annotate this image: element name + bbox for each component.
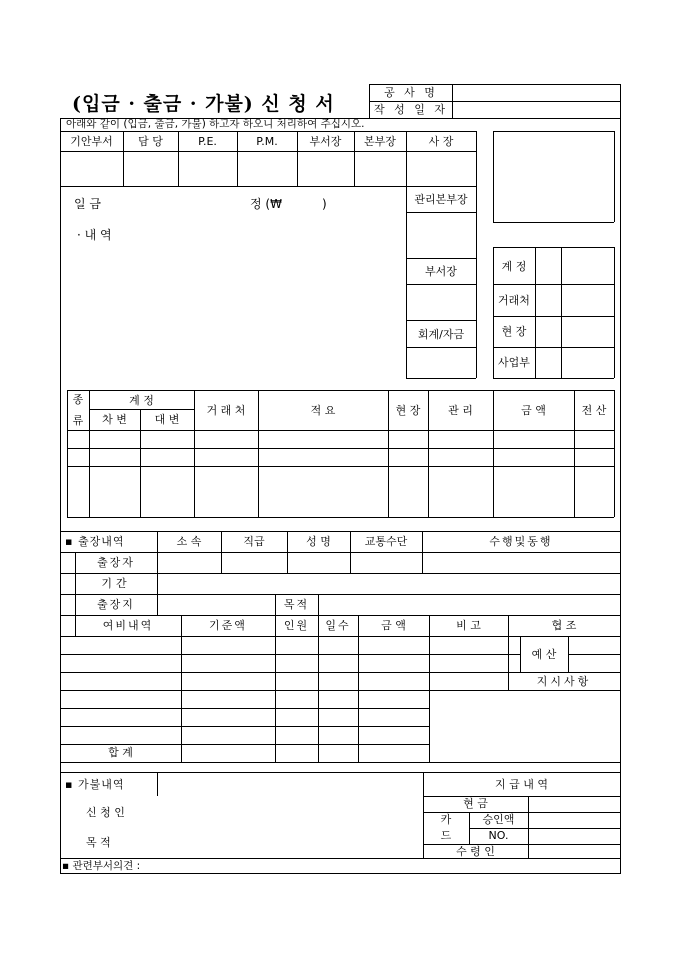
trip-position-header: 직급 bbox=[243, 535, 265, 548]
stamp-business: 사업부 bbox=[498, 356, 530, 369]
expense-header: 여비내역 bbox=[102, 619, 154, 632]
ledger-site-header: 현 장 bbox=[395, 404, 421, 417]
company-name-label: 공 사 명 bbox=[384, 86, 438, 99]
ledger-debit-header: 차 변 bbox=[102, 413, 127, 426]
base-amount-header: 기준액 bbox=[209, 619, 247, 632]
approval-signature-row[interactable] bbox=[60, 152, 406, 186]
stamp-mgmt-head: 관리본부장 bbox=[414, 193, 468, 206]
budget-label: 예 산 bbox=[531, 648, 557, 661]
trip-period-label: 기간 bbox=[101, 577, 131, 590]
detail-label: · 내 역 bbox=[77, 228, 112, 242]
company-name-field[interactable] bbox=[452, 86, 619, 100]
date-label: 작 성 일 자 bbox=[374, 103, 448, 116]
notice-text: 아래와 같이 (입금, 출금, 가불) 하고자 하오니 처리하여 주십시오. bbox=[66, 118, 365, 130]
approval-label-dept-head: 부서장 bbox=[309, 135, 342, 148]
trip-header-label: 출장내역 bbox=[77, 535, 125, 548]
ledger-entry-area[interactable] bbox=[89, 430, 614, 517]
remark-header: 비 고 bbox=[456, 619, 481, 632]
approval-label-division-head: 본부장 bbox=[364, 135, 396, 148]
ledger-summary-header: 적 요 bbox=[310, 404, 336, 417]
cooperation-header: 협 조 bbox=[551, 619, 577, 632]
trip-traveler-label: 출장자 bbox=[97, 556, 135, 569]
advance-purpose-label: 목 적 bbox=[86, 836, 111, 849]
stamp-account: 계 정 bbox=[501, 260, 527, 273]
stamp-vendor: 거래처 bbox=[498, 294, 530, 307]
trip-name-header: 성 명 bbox=[306, 535, 331, 548]
ledger-computer-header: 전 산 bbox=[581, 404, 607, 417]
applicant-purpose-field[interactable] bbox=[170, 796, 423, 858]
date-field[interactable] bbox=[452, 103, 619, 117]
advance-header: ▪ 가불내역 bbox=[65, 778, 125, 791]
days-header: 일수 bbox=[325, 619, 351, 632]
approval-label-drafting-dept: 기안부서 bbox=[70, 135, 113, 148]
ledger-kind-top: 종 bbox=[72, 393, 84, 406]
amount-prefix: 정 (₩ bbox=[250, 197, 282, 211]
trip-affiliation-header: 소 속 bbox=[176, 535, 202, 548]
stamp-accounting: 회계/자금 bbox=[417, 328, 465, 341]
card-no-label: NO. bbox=[488, 829, 509, 842]
trip-purpose-label: 목적 bbox=[283, 598, 310, 611]
approval-label-pe: P.E. bbox=[198, 135, 217, 148]
stamp-dept-head: 부서장 bbox=[425, 265, 457, 278]
card-label-top: 카 bbox=[440, 813, 452, 826]
ledger-manage-header: 관 리 bbox=[448, 404, 473, 417]
ledger-kind-bottom: 류 bbox=[72, 414, 84, 427]
amount-field[interactable] bbox=[264, 196, 322, 212]
trip-header: ▪ 출장내역 bbox=[65, 535, 125, 548]
instruction-header: 지시사항 bbox=[536, 675, 592, 688]
card-label-bottom: 드 bbox=[440, 829, 452, 842]
approval-label-president: 사 장 bbox=[428, 135, 454, 148]
payment-header: 지 급 내 역 bbox=[495, 778, 548, 791]
receiver-label: 수 령 인 bbox=[456, 845, 495, 858]
approval-label-pm: P.M. bbox=[256, 135, 278, 148]
trip-place-label: 출장지 bbox=[97, 598, 135, 611]
amount-suffix: ) bbox=[322, 197, 327, 211]
form-title: (입금 · 출금 · 가불) 신 청 서 bbox=[72, 93, 335, 115]
expense-entry-area[interactable] bbox=[181, 636, 429, 744]
approval-label-staff: 담 당 bbox=[138, 135, 163, 148]
applicant-label: 신 청 인 bbox=[86, 806, 125, 819]
approved-amount-label: 승인액 bbox=[482, 813, 515, 826]
stamp-site: 현 장 bbox=[501, 325, 527, 338]
ledger-amount-header: 금 액 bbox=[521, 404, 546, 417]
trip-transport-header: 교통수단 bbox=[364, 535, 408, 548]
cash-label: 현 금 bbox=[463, 797, 488, 810]
trip-companion-header: 수행및동행 bbox=[489, 535, 553, 548]
deposit-label: 일 금 bbox=[74, 197, 101, 211]
ledger-account-header: 계 정 bbox=[129, 394, 154, 407]
advance-header-label: 가불내역 bbox=[77, 778, 125, 791]
ledger-credit-header: 대 변 bbox=[154, 413, 180, 426]
ledger-vendor-header: 거 래 처 bbox=[206, 404, 246, 417]
persons-header: 인원 bbox=[283, 619, 310, 632]
opinion-field[interactable] bbox=[180, 859, 620, 873]
trip-traveler-field[interactable] bbox=[157, 552, 620, 573]
trip-total-label: 합 계 bbox=[108, 746, 133, 759]
related-dept-opinion-label: ▪ 관련부서의견 : bbox=[62, 860, 141, 872]
trip-amount-header: 금 액 bbox=[381, 619, 406, 632]
